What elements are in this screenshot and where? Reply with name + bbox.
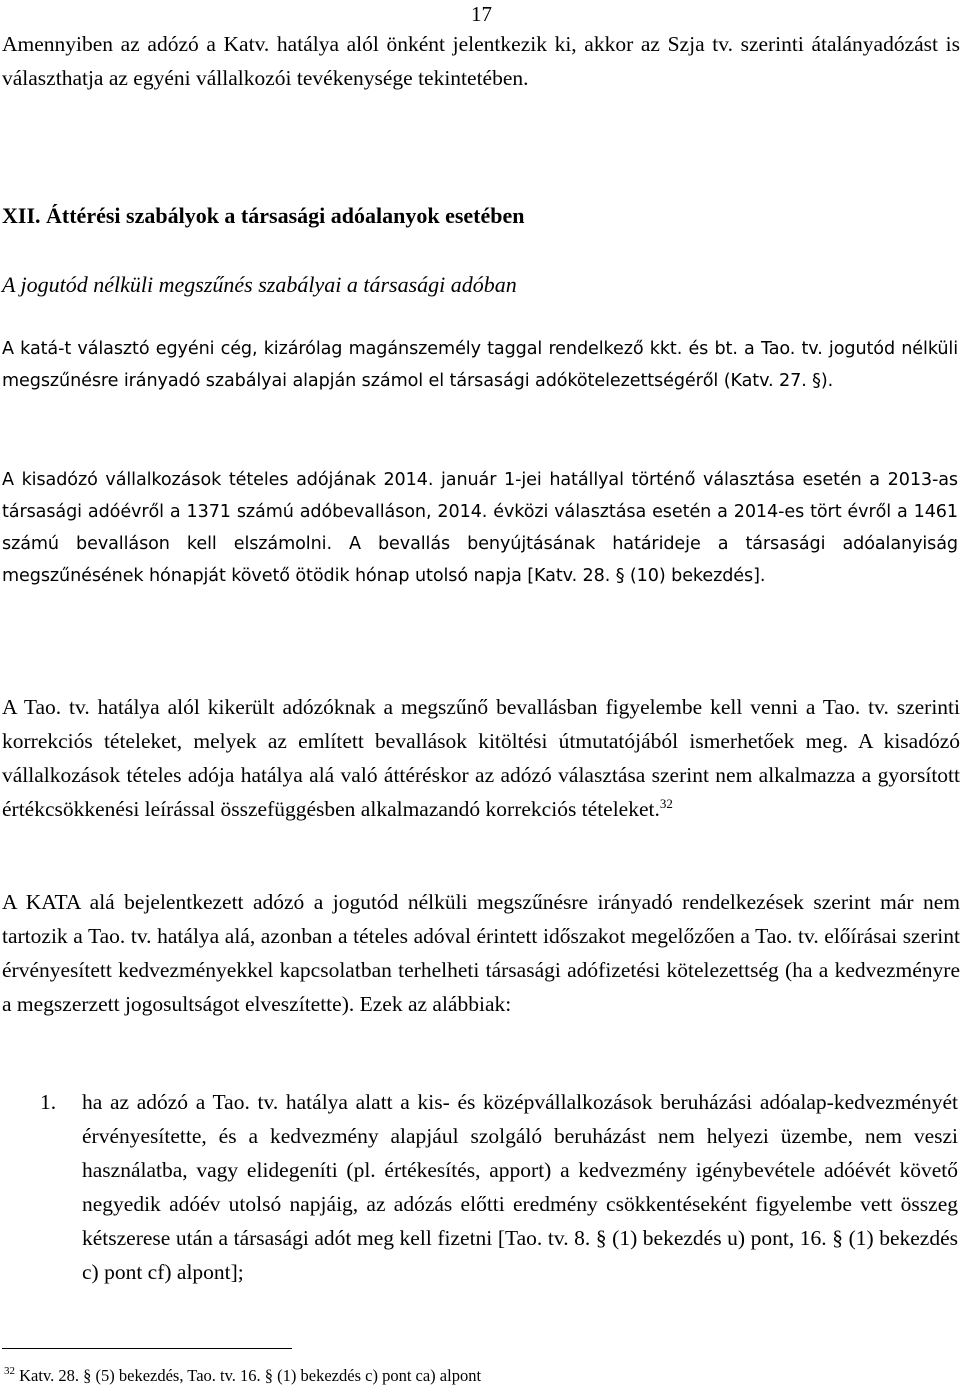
paragraph-2: A kisadózó vállalkozások tételes adójának 2014. január 1-jei hatállyal történő választása esetén a 2013-as társasági adóévről a 1371 számú adóbevalláson, 2014. évközi választása esetén a 2014-es tört évről a 1461 számú bevalláson kell elszámolni. A bevallás benyújtásának határideje a társasági adóalanyiság megszűnésének hónapját követő ötödik hónap utolsó napja [Katv. 28. § (10) bekezdés]. (2, 470, 958, 586)
list-item-number: 1. (40, 1090, 57, 1114)
footnote-separator (2, 1348, 292, 1349)
subheading: A jogutód nélküli megszűnés szabályai a társasági adóban (2, 272, 517, 297)
footnote-reference: 32 (659, 796, 673, 811)
list-item-text: ha az adózó a Tao. tv. hatálya alatt a kis- és középvállalkozások beruházási adóalap-kedvezményét érvényesítette, és a kedvezmény alapjául szolgáló beruházást nem helyezi üzembe, nem veszi használatba, vagy elidegeníti (pl. értékesítés, apport) a kedvezmény igénybevétele adóévét követő negyedik adóév utolsó napjáig, az adózás előtti eredmény csökkentéseként figyelembe vett összeg kétszerese után a társasági adót meg kell fizetni [Tao. tv. 8. § (1) bekezdés u) pont, 16. § (1) bekezdés c) pont cf) alpont]; (82, 1090, 958, 1284)
paragraph-4: A KATA alá bejelentkezett adózó a jogutód nélküli megszűnésre irányadó rendelkezések szerint már nem tartozik a Tao. tv. hatálya alá, azonban a tételes adóval érintett időszakot megelőzően a Tao. tv. előírásai szerint érvényesített kedvezményekkel kapcsolatban terhelheti társasági adófizetési kötelezettség (ha a kedvezményre a megszerzett jogosultságot elveszítette). Ezek az alábbiak: (2, 890, 960, 1016)
paragraph-1: A katá-t választó egyéni cég, kizárólag magánszemély taggal rendelkező kkt. és bt. a Tao. tv. jogutód nélküli megszűnésre irányadó szabályai alapján számol el társasági adókötelezettségéről (Katv. 27. §). (2, 339, 958, 391)
intro-paragraph: Amennyiben az adózó a Katv. hatálya alól önként jelentkezik ki, akkor az Szja tv. szerinti átalányadózást is választhatja az egyéni vállalkozói tevékenysége tekintetében. (2, 32, 960, 90)
footnote-text: Katv. 28. § (5) bekezdés, Tao. tv. 16. § (1) bekezdés c) pont ca) alpont (19, 1366, 482, 1385)
paragraph-3 (2, 690, 960, 826)
page-number: 17 (471, 2, 492, 26)
footnote-marker: 32 (4, 1365, 15, 1377)
paragraph-3-text: A Tao. tv. hatálya alól kikerült adózóknak a megszűnő bevallásban figyelembe kell venni a Tao. tv. szerinti korrekciós tételeket, melyek az említett bevallások kitöltési útmutatójából ismerhetőek meg. A kisadózó vállalkozások tételes adója hatálya alá való áttéréskor az adózó választása szerint nem alkalmazza a gyorsított értékcsökkenési leírással összefüggésben alkalmazandó korrekciós tételeket. (2, 695, 960, 821)
footnote (4, 1366, 954, 1386)
section-heading: XII. Áttérési szabályok a társasági adóalanyok esetében (2, 203, 525, 228)
